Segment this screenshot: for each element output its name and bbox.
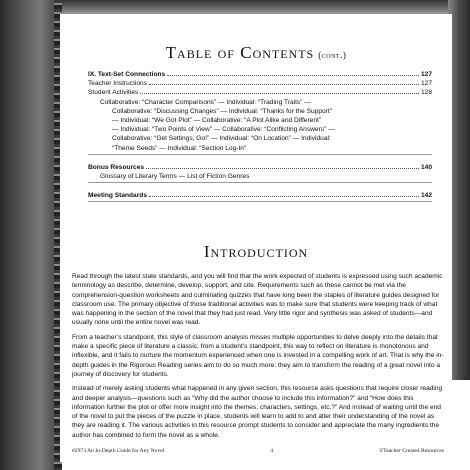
toc-item-title: IX. Text-Set Connections <box>88 71 166 78</box>
activity-line: Collaborative: “Character Comparisons” — Individual: “Trading Traits” — <box>100 98 311 106</box>
toc-subitem-glossary: Glossary of Literary Terms — List of Fiction Genres <box>100 173 250 181</box>
leader-dots <box>167 75 419 76</box>
toc-heading <box>60 43 452 63</box>
paragraph: Read through the latest state standards, and you will find that the work expected of students is expressed using such academic terminology as describe, determine, develop, support, and cite. Requirements such as these cannot be met via the comprehension-question worksheets and culminating quizzes that have long been the staples of literature guides designed for classroom use. The primary objective of those traditional activities was to make sure that students were keeping track of what was happening in the section of the novel that they had just read. Very little rigor and synthesis was asked of students—and usually none until the entire novel was read. <box>72 273 443 327</box>
leader-dots <box>149 84 419 85</box>
leader-dots <box>140 93 419 94</box>
toc-item-title: Meeting Standards <box>88 192 147 200</box>
divider <box>88 182 432 183</box>
toc-item-text-set[interactable] <box>88 70 432 79</box>
activity-line: — Individual: “Two Points of View” — Collaborative: “Conflicting Answers” — <box>112 126 335 134</box>
activity-line: “Theme Seeds” — Individual: “Section Log-In” <box>112 144 247 152</box>
decorative-frame-left <box>0 0 58 470</box>
toc-item-page: 127 <box>420 80 432 88</box>
document-page <box>60 14 452 462</box>
leader-dots <box>146 168 419 169</box>
activity-line: Collaborative: “Discussing Changes” — Individual: “Thanks for the Support” <box>112 107 332 115</box>
paragraph: From a teacher’s standpoint, this style of classroom analysis misses multiple opportunities to delve deeply into the details that make a specific piece of literature a classic; from a student’s standpoint, this way to reflect on literature is monotonous and inflexible, and it fails to nurture the momentum experienced when one is invested in a compelling work of art. That is why the in-depth guides in the Rigorous Reading series aim to do so much more: they aim to transform the reading of a great novel into a journey of discovery for students. <box>72 333 444 378</box>
paragraph: Instead of merely asking students what happened in any given section, this resource asks questions that require closer reading and deeper analysis—questions such as “Why did the author choose to include this information?” and “How does this information further the plot or offer more insight into the themes, characters, settings, etc.?” And instead of waiting until the end of the novel to put the pieces of the puzzle in place, students will learn to add to and alter their understanding of the novel as they are reading it. The various activities in this resource prompt students to consider and appreciate the many ingredients the author has combined to form the novel as a whole. <box>72 385 443 439</box>
toc-item-page: 127 <box>420 71 432 78</box>
toc-item-page: 128 <box>420 89 432 97</box>
footer-publisher: ©Teacher Created Resources <box>378 448 444 454</box>
toc-item-page: 142 <box>420 192 432 200</box>
page-number: 4 <box>270 448 274 454</box>
activity-list <box>88 98 432 153</box>
divider <box>88 154 432 155</box>
toc-title-text: Table of Contents <box>165 43 315 62</box>
decorative-frame-top <box>0 0 470 14</box>
toc-item-bonus[interactable] <box>88 163 432 172</box>
introduction-body <box>72 272 444 445</box>
toc-item-title: Teacher Instructions <box>88 80 148 88</box>
toc-item-title: Bonus Resources <box>88 163 145 171</box>
introduction-heading: Introduction <box>203 242 309 261</box>
toc-item-meeting-standards[interactable] <box>88 191 432 200</box>
leader-dots <box>149 196 419 197</box>
footer-book-title: #2973 An In-Depth Guide for Any Novel <box>72 448 165 454</box>
toc-item-teacher-instructions[interactable] <box>88 79 432 88</box>
table-of-contents <box>88 70 432 204</box>
activity-line: — Individual: “We Got Plot” — Collaborative: “A Plot Alike and Different” <box>112 117 322 125</box>
toc-cont-label: (cont.) <box>318 50 347 60</box>
toc-item-title: Student Activities <box>88 89 139 97</box>
divider <box>88 201 432 202</box>
toc-item-student-activities[interactable] <box>88 88 432 97</box>
activity-line: Collaborative: “Get Settings, Go!” — Individual: “On Location” — Individual: <box>112 135 331 143</box>
page-footer <box>72 448 444 454</box>
toc-item-page: 140 <box>420 163 432 171</box>
